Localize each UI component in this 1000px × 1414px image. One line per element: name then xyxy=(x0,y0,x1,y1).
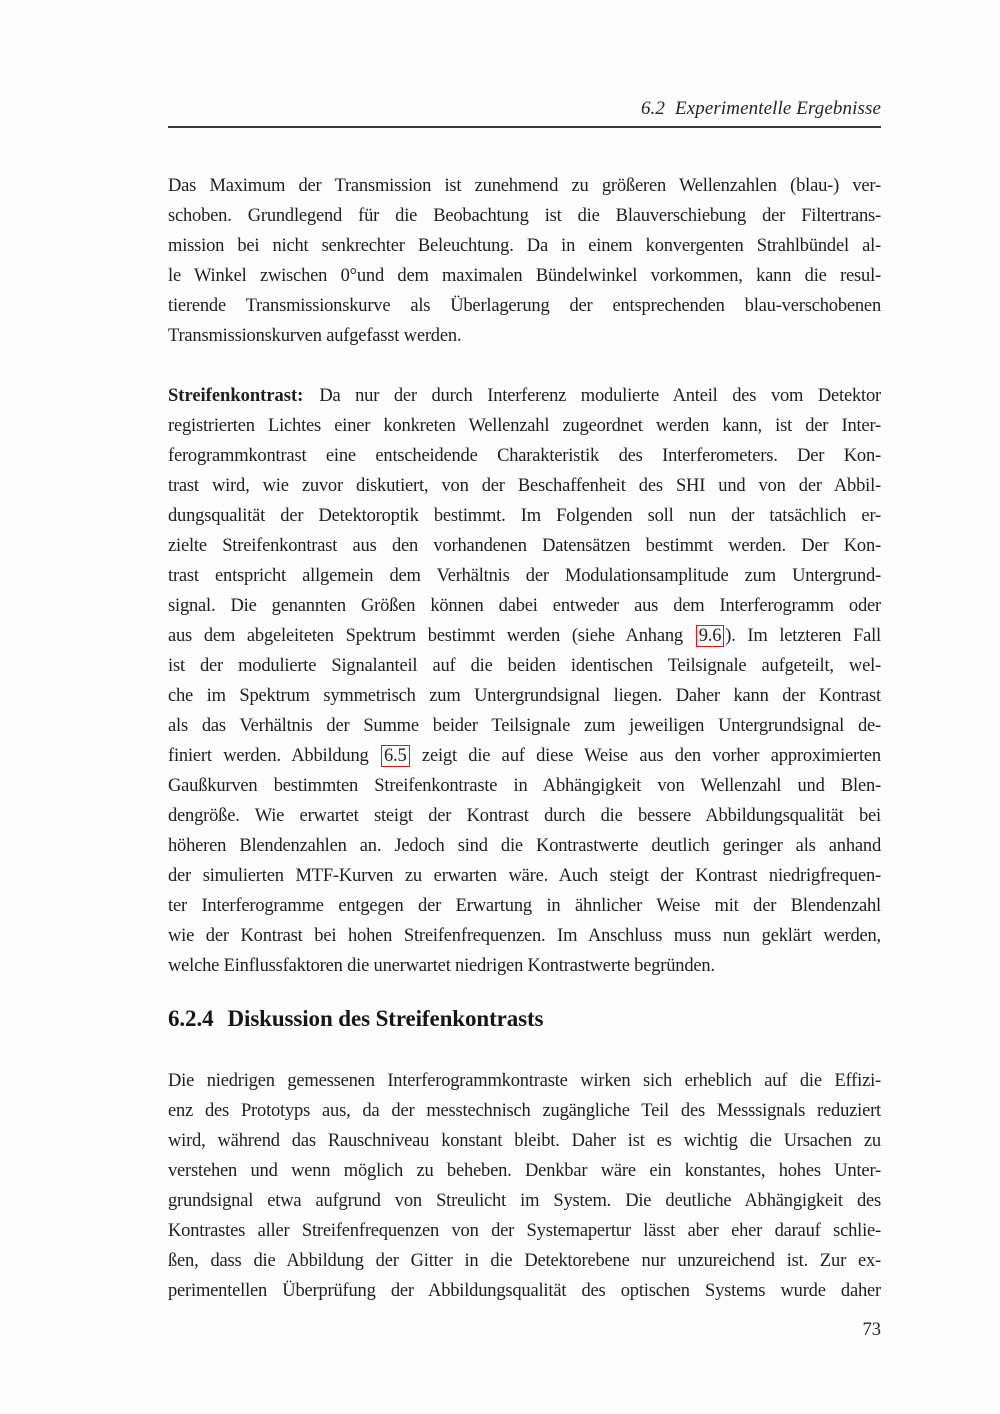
text-line xyxy=(168,891,881,921)
text-line xyxy=(168,321,881,351)
header-rule xyxy=(168,126,881,128)
page-number: 73 xyxy=(862,1320,881,1340)
text-span: dungsqualität der Detektoroptik bestimmt. Im Folgenden soll nun der tatsächlich er- xyxy=(168,506,881,526)
text-span: welche Einflussfaktoren die unerwartet niedrigen Kontrastwerte begründen. xyxy=(168,956,715,976)
section-heading-number: 6.2.4 xyxy=(168,1006,214,1031)
text-line xyxy=(168,471,881,501)
text-line xyxy=(168,231,881,261)
run-in-heading: Streifenkontrast: xyxy=(168,386,304,406)
text-span: trast wird, wie zuvor diskutiert, von der Beschaffenheit des SHI und von der Abbil- xyxy=(168,476,881,496)
text-line xyxy=(168,501,881,531)
text-span: enz des Prototyps aus, da der messtechnisch zugängliche Teil des Messsignals reduziert xyxy=(168,1101,881,1121)
text-span: Kontrastes aller Streifenfrequenzen von der Systemapertur lässt aber eher darauf schlie- xyxy=(168,1221,881,1241)
running-header-title: Experimentelle Ergebnisse xyxy=(675,98,881,119)
paragraph-streifenkontrast xyxy=(168,381,881,981)
text-span: schoben. Grundlegend für die Beobachtung ist die Blauverschiebung der Filtertrans- xyxy=(168,206,881,226)
text-line xyxy=(168,411,881,441)
text-line xyxy=(168,1216,881,1246)
text-span: Gaußkurven bestimmten Streifenkontraste in Abhängigkeit von Wellenzahl und Blen- xyxy=(168,776,881,796)
text-span: ßen, dass die Abbildung der Gitter in die Detektorebene nur unzureichend ist. Zur ex- xyxy=(168,1251,881,1271)
text-span: perimentellen Überprüfung der Abbildungsqualität des optischen Systems wurde daher xyxy=(168,1281,881,1301)
text-span: trast entspricht allgemein dem Verhältnis der Modulationsamplitude zum Untergrund- xyxy=(168,566,881,586)
text-span: Da nur der durch Interferenz modulierte Anteil des vom Detektor xyxy=(319,386,881,406)
text-span: tierende Transmissionskurve als Überlagerung der entsprechenden blau-verschobenen xyxy=(168,296,881,316)
text-line xyxy=(168,1066,881,1096)
text-span: der simulierten MTF-Kurven zu erwarten wäre. Auch steigt der Kontrast niedrigfrequen- xyxy=(168,866,881,886)
text-span: ter Interferogramme entgegen der Erwartung in ähnlicher Weise mit der Blendenzahl xyxy=(168,896,881,916)
text-span: signal. Die genannten Größen können dabei entweder aus dem Interferogramm oder xyxy=(168,596,881,616)
text-line xyxy=(168,381,881,411)
text-span: ferogrammkontrast eine entscheidende Charakteristik des Interferometers. Der Kon- xyxy=(168,446,881,466)
section-heading-title: Diskussion des Streifenkontrasts xyxy=(227,1006,544,1031)
text-span: Die niedrigen gemessenen Interferogrammkontraste wirken sich erheblich auf die Effizi- xyxy=(168,1071,881,1091)
text-line xyxy=(168,621,881,651)
text-span: aus dem abgeleiteten Spektrum bestimmt werden (siehe Anhang xyxy=(168,626,695,646)
text-span: finiert werden. Abbildung xyxy=(168,746,380,766)
text-span: als das Verhältnis der Summe beider Teilsignale zum jeweiligen Untergrundsignal de- xyxy=(168,716,881,736)
text-line xyxy=(168,171,881,201)
text-line xyxy=(168,831,881,861)
text-line xyxy=(168,1276,881,1306)
text-span: verstehen und wenn möglich zu beheben. Denkbar wäre ein konstantes, hohes Unter- xyxy=(168,1161,881,1181)
text-line xyxy=(168,651,881,681)
text-line xyxy=(168,261,881,291)
text-span: mission bei nicht senkrechter Beleuchtung. Da in einem konvergenten Strahlbündel al- xyxy=(168,236,881,256)
text-span: höheren Blendenzahlen an. Jedoch sind die Kontrastwerte deutlich geringer als anhand xyxy=(168,836,881,856)
text-line xyxy=(168,741,881,771)
text-line xyxy=(168,861,881,891)
paragraph-diskussion xyxy=(168,1066,881,1306)
running-header xyxy=(168,98,881,120)
text-line xyxy=(168,1096,881,1126)
paragraph-transmission xyxy=(168,171,881,351)
text-span: ist der modulierte Signalanteil auf die beiden identischen Teilsignale aufgeteilt, wel- xyxy=(168,656,881,676)
text-line xyxy=(168,801,881,831)
text-line xyxy=(168,531,881,561)
text-line xyxy=(168,951,881,981)
running-header-section-number: 6.2 xyxy=(640,98,666,119)
text-line xyxy=(168,561,881,591)
text-line xyxy=(168,291,881,321)
text-line xyxy=(168,711,881,741)
text-span: zeigt die auf diese Weise aus den vorher approximierten xyxy=(410,746,881,766)
text-line xyxy=(168,1186,881,1216)
text-line xyxy=(168,921,881,951)
section-heading xyxy=(168,1006,881,1032)
text-column xyxy=(168,0,881,1414)
text-line xyxy=(168,1126,881,1156)
text-span: zielte Streifenkontrast aus den vorhandenen Datensätzen bestimmt werden. Der Kon- xyxy=(168,536,881,556)
text-line xyxy=(168,591,881,621)
text-line xyxy=(168,441,881,471)
text-span: Transmissionskurven aufgefasst werden. xyxy=(168,326,462,346)
text-line xyxy=(168,771,881,801)
text-line xyxy=(168,1246,881,1276)
text-span: che im Spektrum symmetrisch zum Untergrundsignal liegen. Daher kann der Kontrast xyxy=(168,686,881,706)
text-span: le Winkel zwischen 0°und dem maximalen Bündelwinkel vorkommen, kann die resul- xyxy=(168,266,881,286)
text-line xyxy=(168,201,881,231)
text-line xyxy=(168,1156,881,1186)
cross-reference-link[interactable]: 6.5 xyxy=(381,745,410,767)
text-span: wird, während das Rauschniveau konstant bleibt. Daher ist es wichtig die Ursachen zu xyxy=(168,1131,881,1151)
text-span: registrierten Lichtes einer konkreten Wellenzahl zugeordnet werden kann, ist der Inter- xyxy=(168,416,881,436)
text-span: dengröße. Wie erwartet steigt der Kontrast durch die bessere Abbildungsqualität bei xyxy=(168,806,881,826)
text-line xyxy=(168,681,881,711)
text-span: Das Maximum der Transmission ist zunehmend zu größeren Wellenzahlen (blau-) ver- xyxy=(168,176,881,196)
text-span: wie der Kontrast bei hohen Streifenfrequenzen. Im Anschluss muss nun geklärt werden, xyxy=(168,926,881,946)
text-span: ). Im letzteren Fall xyxy=(725,626,881,646)
text-span: grundsignal etwa aufgrund von Streulicht im System. Die deutliche Abhängigkeit des xyxy=(168,1191,881,1211)
cross-reference-link[interactable]: 9.6 xyxy=(696,625,725,647)
